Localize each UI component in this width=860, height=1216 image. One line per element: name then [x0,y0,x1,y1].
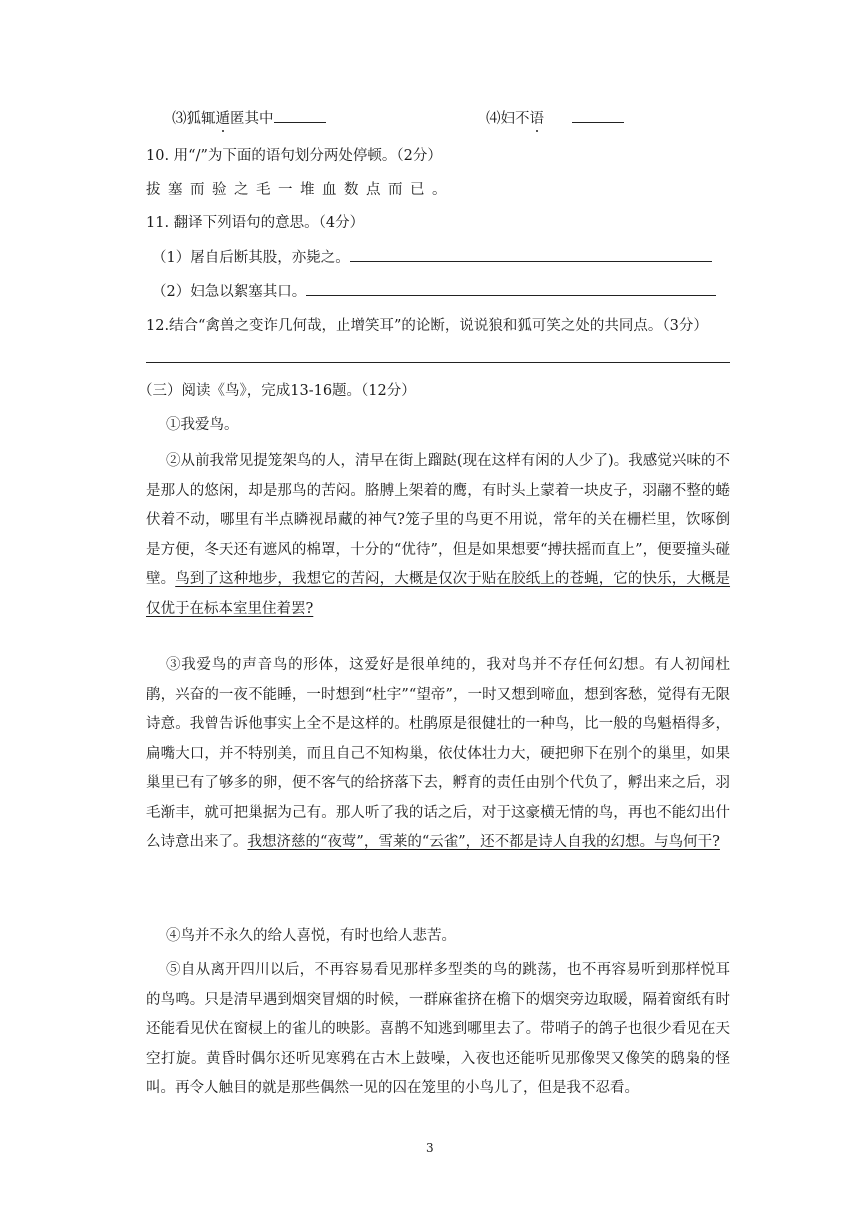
answer-blank-11-2[interactable] [306,281,716,296]
paragraph-5: ⑤自从离开四川以后，不再容易看见那样多型类的鸟的跳荡，也不再容易听到那样悦耳的鸟鸣。只是清早遇到烟突冒烟的时候，一群麻雀挤在檐下的烟突旁边取暖，隔着窗纸有时还能看见伏在窗棂上的雀儿的映影。喜鹊不知逃到哪里去了。带哨子的鸽子也很少看见在天空打旋。黄昏时偶尔还听见寒鸦在古木上鼓噪，入夜也还能听见那像哭又像笑的鸱枭的怪叫。再令人触目的就是那些偶然一见的囚在笼里的小鸟儿了，但是我不忍看。 [146,962,730,1096]
emphasis-dot-char: 遁 [215,111,230,127]
q11-prompt: 11. 翻译下列语句的意思。（4分） [146,215,365,231]
answer-blank-4[interactable] [572,108,624,123]
paragraph-4: ④鸟并不永久的给人喜悦，有时也给人悲苦。 [166,928,456,944]
underlined-sentence: 鸟到了这种地步，我想它的苦闷，大概是仅次于贴在胶纸上的苍蝇，它的快乐，大概是仅优于在标本室里住着罢? [146,571,731,617]
q10-prompt: 10. 用“/”为下面的语句划分两处停顿。（2分） [146,148,442,164]
page-number: 3 [426,1141,434,1155]
q11-item2: （2）妇急以絮塞其口。 [152,281,716,302]
emphasis-dot-char: 语 [529,111,544,127]
paragraph-1: ①我爱鸟。 [166,417,239,433]
q9-item3: ⑶狐辄遁匿其中 [172,108,326,129]
answer-blank-11-1[interactable] [350,247,712,262]
q11-item1: （1）屠自后断其股，亦毙之。 [152,247,712,268]
underlined-sentence: 我想济慈的“夜莺”，雪莱的“云雀”，还不都是诗人自我的幻想。与鸟何干? [247,834,720,850]
q10-sentence: 拔塞而验之毛一堆血数点而已。 [146,182,454,198]
answer-line-12[interactable] [146,362,730,363]
paragraph-2: ②从前我常见提笼架鸟的人，清早在街上蹓跶(现在这样有闲的人少了)。我感觉兴味的不是那人的悠闲，却是那鸟的苦闷。胳膊上架着的鹰，有时头上蒙着一块皮子，羽翮不整的蜷伏着不动，哪里有半点瞵视昂藏的神气?笼子里的鸟更不用说，常年的关在栅栏里，饮啄倒是方便，冬天还有遮风的棉罩，十分的“优待”，但是如果想要“搏扶摇而直上”，便要撞头碰壁。鸟到了这种地步，我想它的苦闷，大概是仅次于贴在胶纸上的苍蝇，它的快乐，大概是仅优于在标本室里住着罢? [146,453,731,617]
answer-blank-3[interactable] [274,108,326,123]
paragraph-3: ③我爱鸟的声音鸟的形体，这爱好是很单纯的，我对鸟并不存任何幻想。有人初闻杜鹃，兴奋的一夜不能睡，一时想到“杜宇”“望帝”，一时又想到啼血，想到客愁，觉得有无限诗意。我曾告诉他事实上全不是这样的。杜鹃原是很健壮的一种鸟，比一般的鸟魁梧得多，扁嘴大口，并不特别美，而且自己不知构巢，依仗体壮力大，硬把卵下在别个的巢里，如果巢里已有了够多的卵，便不客气的给挤落下去，孵育的责任由别个代负了，孵出来之后，羽毛渐丰，就可把巢据为己有。那人听了我的话之后，对于这豪横无情的鸟，再也不能幻出什么诗意出来了。我想济慈的“夜莺”，雪莱的“云雀”，还不都是诗人自我的幻想。与鸟何干? [146,657,730,850]
section3-heading: （三）阅读《鸟》，完成13-16题。（12分） [138,383,416,399]
q9-item4: ⑷妇不语 [486,108,624,129]
q12-prompt: 12.结合“禽兽之变诈几何哉，止增笑耳”的论断，说说狼和狐可笑之处的共同点。（3分） [146,318,708,334]
